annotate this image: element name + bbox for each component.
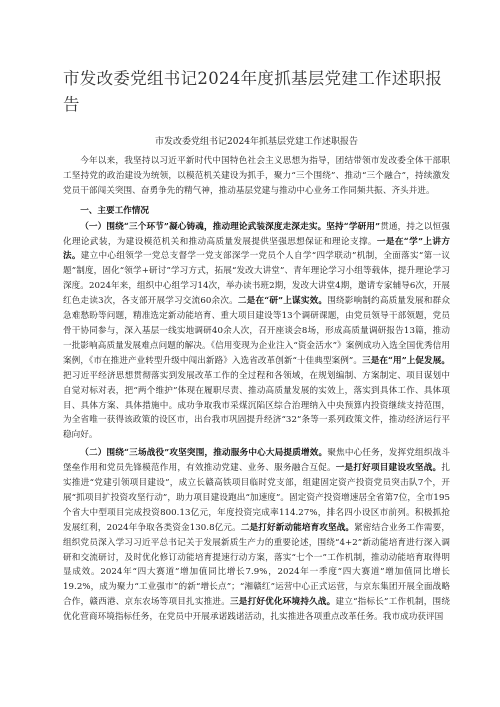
paragraph-theory-text-3: 围绕影响制约高质量发展和群众急难愁盼等问题，精准选定新动能培育、重大项目建设等13个调研课题，由党员领导干部领题，党员骨干协同参与，深入基层一线实地调研40余人次，召开座谈会8场，形成高质量调研报告13篇，推动一批影响高质量发展难点问题的解决。《信用变现为企业注入“资金活水”》案例成功入选全国优秀信用案例，《市在推进产业转型升级中闯出新路》入选省改革创新“十佳典型案例”。 xyxy=(63,296,450,366)
point-new-momentum: 二是打好新动能培育攻坚战。 xyxy=(240,522,355,533)
section-heading-main-work: 一、主要工作情况 xyxy=(80,205,149,216)
document-title: 市发改委党组书记2024年度抓基层党建工作述职报告 xyxy=(63,69,443,114)
point-project-building: 一是打好项目建设攻坚战。 xyxy=(335,463,442,474)
paragraph-theory-text-4: 把习近平经济思想贯彻落实到发展改革工作的全过程和各领域，在规划编制、方案制定、项目谋划中自觉对标对表，把“两个维护”体现在履职尽责、推动高质量发展的实效上，落实到具体工作、具体项目、具体方案、具体措施中。成功争取我市采煤沉陷区综合治理纳入中央预算内投资继续支持范围，为全省唯一获得该政策的设区市，出台我市巩固提升经济“32”条等一系列政策文件，推动经济运行平稳向好。 xyxy=(63,370,450,441)
point-environment: 三是打好优化环境持久战。 xyxy=(230,597,336,608)
intro-paragraph: 今年以来，我坚持以习近平新时代中国特色社会主义思想为指导，团结带领市发改委全体干部职工坚持党的政治建设为统领，以模范机关建设为抓手，聚力“三个围绕”、推动“三个融合”，持续激发党员干部闯关突围、奋勇争先的精气神，推动基层党建与推动中心业务工作同频共振、齐头并进。 xyxy=(63,156,450,196)
document-subtitle: 市发改委党组书记2024年抓基层党建工作述职报告 xyxy=(155,137,358,147)
paragraph-theory-text-1: 贯通，持之以恒强化理论武装，为建设模范机关和推动高质量发展提供坚强思想保证和理论支撑。 xyxy=(63,221,451,247)
paragraph-battles-text-1: 聚焦中心任务，发挥党组织战斗堡垒作用和党员先锋模范作用，有效推动党建、业务、服务融合互促。 xyxy=(63,448,451,474)
heading-three-battles: （二）围绕“三场战役”攻坚突围，推动服务中心大局提质增效。 xyxy=(80,448,328,459)
paragraph-battles xyxy=(63,446,450,625)
paragraph-battles-text-4: 建立“指标长”工作机制，围绕优化营商环境指标任务，在党员中开展承诺践诺活动，扎实推进各项重点改革任务。我市成功获评国 xyxy=(63,597,450,623)
paragraph-theory-text-2: 建立中心组领学一党总支督学一党支部深学一党员个人自学“四学联动”机制，全面落实“第一议题”制度，固化“领学+研讨”学习方式，拓展“发改大讲堂”、青年理论学习小组等载体，提升理论学习深度。2024年来，组织中心组学习14次，举办读书班2期，发改大讲堂4期，邀请专家辅导6次，开展红色走读3次，各支部开展学习交流60余次。 xyxy=(63,251,450,307)
point-learn: 一是在“学”上讲方法。 xyxy=(63,236,450,262)
heading-three-links: （一）围绕“三个环节”凝心铸魂，推动理论武装深度走深走实。坚持“学研用” xyxy=(80,221,381,232)
paragraph-theory xyxy=(63,220,450,444)
point-apply: 三是在“用”上促发展。 xyxy=(362,355,451,366)
point-research: 二是在“研”上谋实效。 xyxy=(237,296,328,307)
paragraph-battles-text-3: 紧密结合业务工作需要，组织党员深入学习习近平总书记关于发展新质生产力的重要论述，围绕“4+2”新动能培育进行深入调研和交流研讨，及时优化修订动能培育提速行动方案，落实“七个一”工作机制，推动动能培育取得明显成效。2024年“四大赛道”增加值同比增长7.9%，2024年一季度“四大赛道”增加值同比增长19.2%，成为聚力“工业强市”的新“增长点”；“湘赣红”运营中心正式运营，与京东集团开展全面战略合作，赣西港、京东农场等项目扎实推进。 xyxy=(63,522,450,608)
paragraph-battles-text-2: 扎实推进“党建引领项目建设”，成立长赣高铁项目临时党支部，组建固定资产投资党员突击队7个，开展“抓项目扩投资攻坚行动”，助力项目建设跑出“加速度”。固定资产投资增速居全省第7位，全市195个省大中型项目完成投资800.13亿元，年度投资完成率114.27%，排名四小设区市前列。积极抓抢发展红利，2024年争取各类资金130.8亿元。 xyxy=(63,463,450,533)
